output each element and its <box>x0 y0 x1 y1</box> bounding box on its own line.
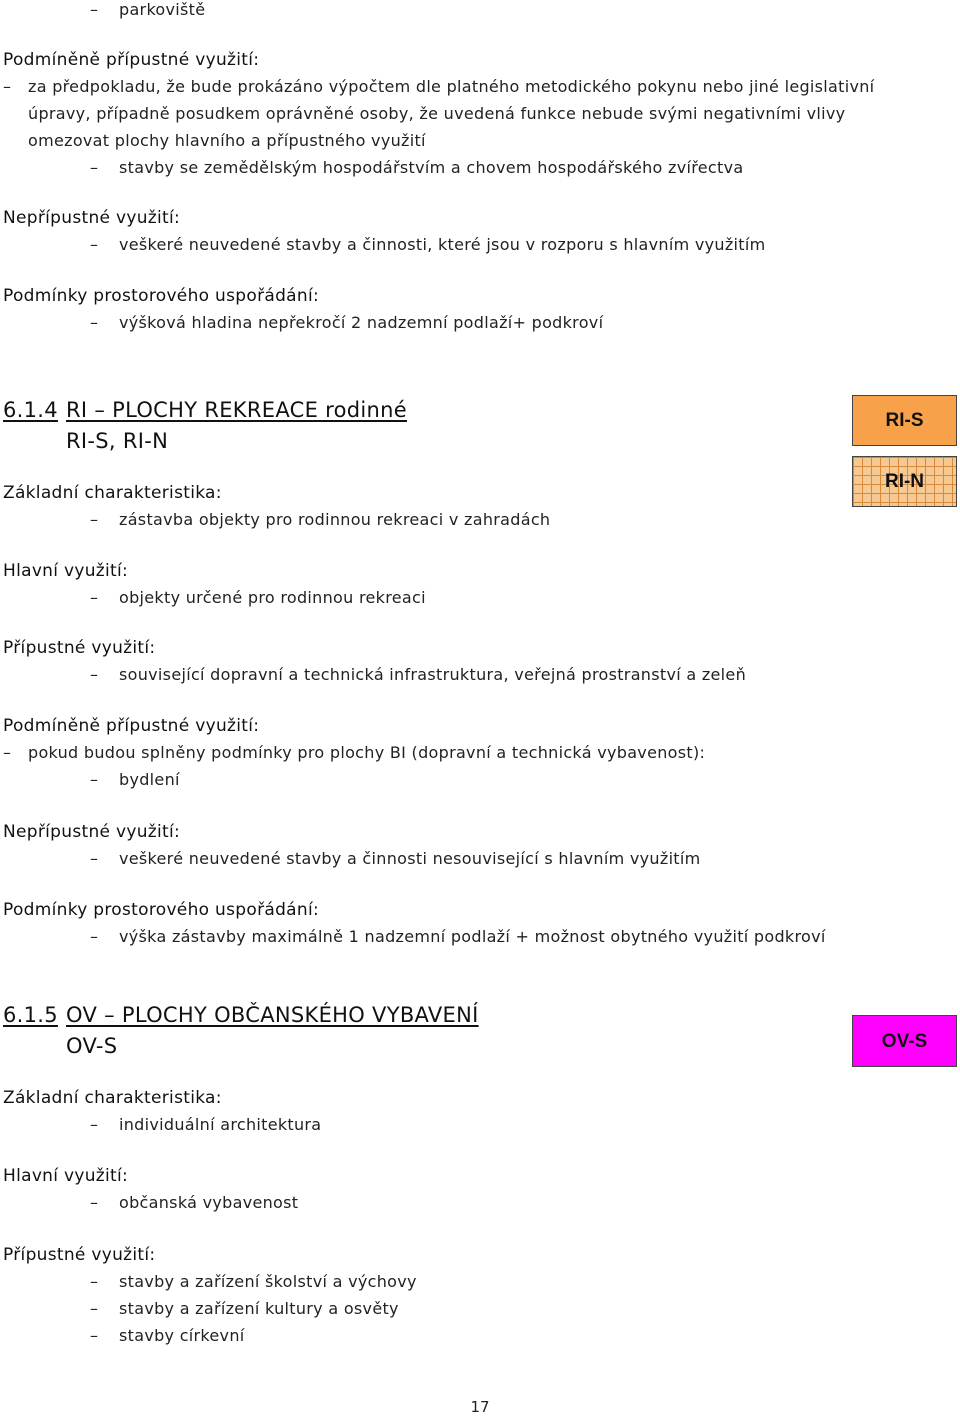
list-dash: – <box>90 1272 99 1291</box>
section-title: OV – PLOCHY OBČANSKÉHO VYBAVENÍ <box>66 1003 479 1027</box>
section-heading: Hlavní využití: <box>3 561 129 581</box>
section-heading: Nepřípustné využití: <box>3 208 181 228</box>
section-heading: Podmíněně přípustné využití: <box>3 716 260 736</box>
section-title: RI – PLOCHY REKREACE rodinné <box>66 398 407 422</box>
list-item: související dopravní a technická infrastruktura, veřejná prostranství a zeleň <box>119 665 747 684</box>
section-heading: Základní charakteristika: <box>3 1088 222 1108</box>
list-item: bydlení <box>119 770 180 789</box>
legend-badge-ri-n: RI-N <box>852 456 957 507</box>
list-dash: – <box>3 743 12 762</box>
list-item: stavby a zařízení školství a výchovy <box>119 1272 417 1291</box>
list-dash: – <box>90 1326 99 1345</box>
paragraph-line: za předpokladu, že bude prokázáno výpočtem dle platného metodického pokynu nebo jiné legislativní <box>28 77 875 96</box>
list-dash: – <box>90 0 99 19</box>
section-number: 6.1.4 <box>3 398 58 422</box>
list-dash: – <box>90 235 99 254</box>
list-dash: – <box>90 1115 99 1134</box>
section-codes: RI-S, RI-N <box>66 429 169 453</box>
legend-badge-ov-s: OV-S <box>852 1015 957 1067</box>
list-item: výšková hladina nepřekročí 2 nadzemní podlaží+ podkroví <box>119 313 604 332</box>
paragraph-line: pokud budou splněny podmínky pro plochy BI (dopravní a technická vybavenost): <box>28 743 706 762</box>
list-dash: – <box>90 158 99 177</box>
section-heading: Základní charakteristika: <box>3 483 222 503</box>
section-heading: Hlavní využití: <box>3 1166 129 1186</box>
list-item: individuální architektura <box>119 1115 322 1134</box>
list-item: výška zástavby maximálně 1 nadzemní podlaží + možnost obytného využití podkroví <box>119 927 826 946</box>
paragraph-line: úpravy, případně posudkem oprávněné osoby, že uvedená funkce nebude svými negativními vlivy <box>28 104 846 123</box>
list-dash: – <box>90 1193 99 1212</box>
list-item: stavby se zemědělským hospodářstvím a chovem hospodářského zvířectva <box>119 158 744 177</box>
legend-badge-ri-s: RI-S <box>852 395 957 446</box>
section-heading: Podmínky prostorového uspořádání: <box>3 286 320 306</box>
paragraph-line: omezovat plochy hlavního a přípustného využití <box>28 131 426 150</box>
page-number: 17 <box>470 1398 490 1416</box>
list-dash: – <box>90 927 99 946</box>
section-heading: Přípustné využití: <box>3 638 156 658</box>
list-dash: – <box>90 588 99 607</box>
list-dash: – <box>90 510 99 529</box>
section-heading: Přípustné využití: <box>3 1245 156 1265</box>
section-heading: Podmínky prostorového uspořádání: <box>3 900 320 920</box>
list-dash: – <box>90 665 99 684</box>
list-item: občanská vybavenost <box>119 1193 299 1212</box>
section-number: 6.1.5 <box>3 1003 58 1027</box>
list-dash: – <box>90 770 99 789</box>
list-item: objekty určené pro rodinnou rekreaci <box>119 588 426 607</box>
list-dash: – <box>90 1299 99 1318</box>
list-item: stavby církevní <box>119 1326 245 1345</box>
section-heading: Nepřípustné využití: <box>3 822 181 842</box>
list-item: veškeré neuvedené stavby a činnosti, které jsou v rozporu s hlavním využitím <box>119 235 766 254</box>
list-item: stavby a zařízení kultury a osvěty <box>119 1299 399 1318</box>
list-item: veškeré neuvedené stavby a činnosti nesouvisející s hlavním využitím <box>119 849 701 868</box>
list-item: zástavba objekty pro rodinnou rekreaci v zahradách <box>119 510 551 529</box>
section-heading: Podmíněně přípustné využití: <box>3 50 260 70</box>
section-codes: OV-S <box>66 1034 118 1058</box>
list-dash: – <box>3 77 12 96</box>
list-dash: – <box>90 849 99 868</box>
list-item: parkoviště <box>119 0 206 19</box>
list-dash: – <box>90 313 99 332</box>
